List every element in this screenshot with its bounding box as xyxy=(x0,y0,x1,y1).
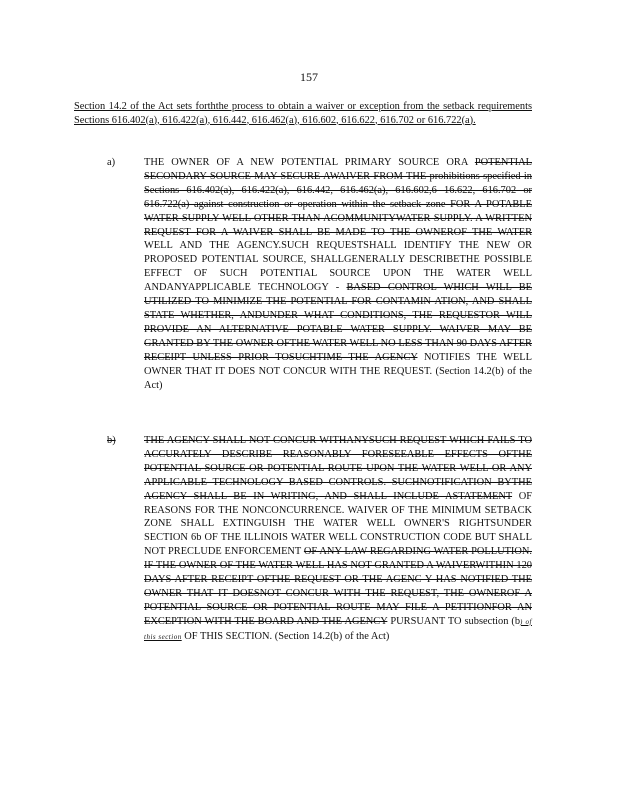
item-b-subsection-ref: ) of this section xyxy=(144,617,532,641)
item-a-segment: BASED CONTROL WHICH WILL BE UTILIZED TO MINIMIZE THE POTENTIAL FOR CONTAMIN ATION, AND SHALL STATE WHETHER, ANDUNDER WHAT CONDITIONS, THE REQUESTOR WILL PROVIDE AN ALTERNATIVE POTABLE WATER SUPPLY. WAIVER MAY BE GRANTED BY THE OWNER OFTHE WATER WELL NO LESS THAN 90 DAYS AFTER RECEIPT UNLESS PRIOR TOSUCHTIME THE AGENCY xyxy=(144,282,532,363)
page-number: 157 xyxy=(300,70,318,84)
item-b-segment: OF THIS SECTION. (Section 14.2(b) of the Act) xyxy=(181,630,390,642)
item-a-segment: WELL AND THE AGENCY.SUCH REQUESTSHALL IDENTIFY THE NEW OR PROPOSED POTENTIAL SOURCE, SHALLGENERALLY DESCRIBETHE POSSIBLE EFFECT OF SUCH POTENTIAL SOURCE UPON THE WATER WELL ANDANYAPPLICABLE TECHNOLOGY - xyxy=(144,240,532,294)
item-b-segment: PURSUANT TO subsection (b xyxy=(387,615,521,627)
item-a-label: a) xyxy=(107,157,116,168)
item-a-segment: NOTIFIES THE WELL OWNER THAT IT DOES NOT CONCUR WITH THE REQUEST. (Section 14.2(b) of the Act) xyxy=(144,351,532,391)
item-b-segment: OF REASONS FOR THE NONCONCURRENCE. WAIVER OF THE MINIMUM SETBACK ZONE SHALL EXTINGUISH THE WATER WELL OWNER'S RIGHTSUNDER SECTION 6b OF THE ILLINOIS WATER WELL CONSTRUCTION CODE BUT SHALL NOT PRECLUDE ENFORCEMENT xyxy=(144,490,533,558)
intro-paragraph: Section 14.2 of the Act sets forththe process to obtain a waiver or exception from the setback requirements Sections 616.402(a), 616.422(a), 616.442, 616.462(a), 616.602, 616.622, 616.702 or 616.722(a). xyxy=(74,101,532,126)
item-a-body xyxy=(144,156,532,392)
item-b-segment: OF ANY LAW REGARDING WATER POLLUTION. IF THE OWNER OF THE WATER WELL HAS NOT GRANTED A WAIVERWITHIN 120 DAYS AFTER RECEIPT OFTHE REQUEST OR THE AGENC Y HAS NOTIFIED THE OWNER THAT IT DOESNOT CONCUR WITH THE REQUEST, THE OWNEROF A POTENTIAL SOURCE OR POTENTIAL ROUTE MAY FILE A PETITIONFOR AN EXCEPTION WITH THE BOARD AND THE AGENCY xyxy=(144,546,532,627)
item-a-segment: POTENTIAL SECONDARY SOURCE MAY SECURE AWAIVER FROM THE prohibitions specified in Sections 616.402(a), 616.422(a), 616.442, 616.462(a), 616.602,6 16.622, 616.702 or 616.722(a) against construction or operation within the setback zone FOR A POTABLE WATER SUPPLY WELL OTHER THAN ACOMMUNITYWATER SUPPLY. A WRITTEN REQUEST FOR A WAIVER SHALL BE MADE TO THE OWNEROF THE WATER xyxy=(144,157,532,238)
item-a-segment: THE OWNER OF A NEW POTENTIAL PRIMARY SOURCE ORA xyxy=(144,157,475,168)
item-b-segment: THE AGENCY SHALL NOT CONCUR WITHANYSUCH REQUEST WHICH FAILS TO ACCURATELY DESCRIBE REASONABLY FORESEEABLE EFFECTS OFTHE POTENTIAL SOURCE OR POTENTIAL ROUTE UPON THE WATER WELL OR ANY APPLICABLE TECHNOLOGY BASED CONTROLS. SUCHNOTIFICATION BYTHE AGENCY SHALL BE IN WRITING, AND SHALL INCLUDE ASTATEMENT xyxy=(144,435,532,502)
item-b-body xyxy=(144,434,532,645)
item-b-label: b) xyxy=(107,435,116,446)
